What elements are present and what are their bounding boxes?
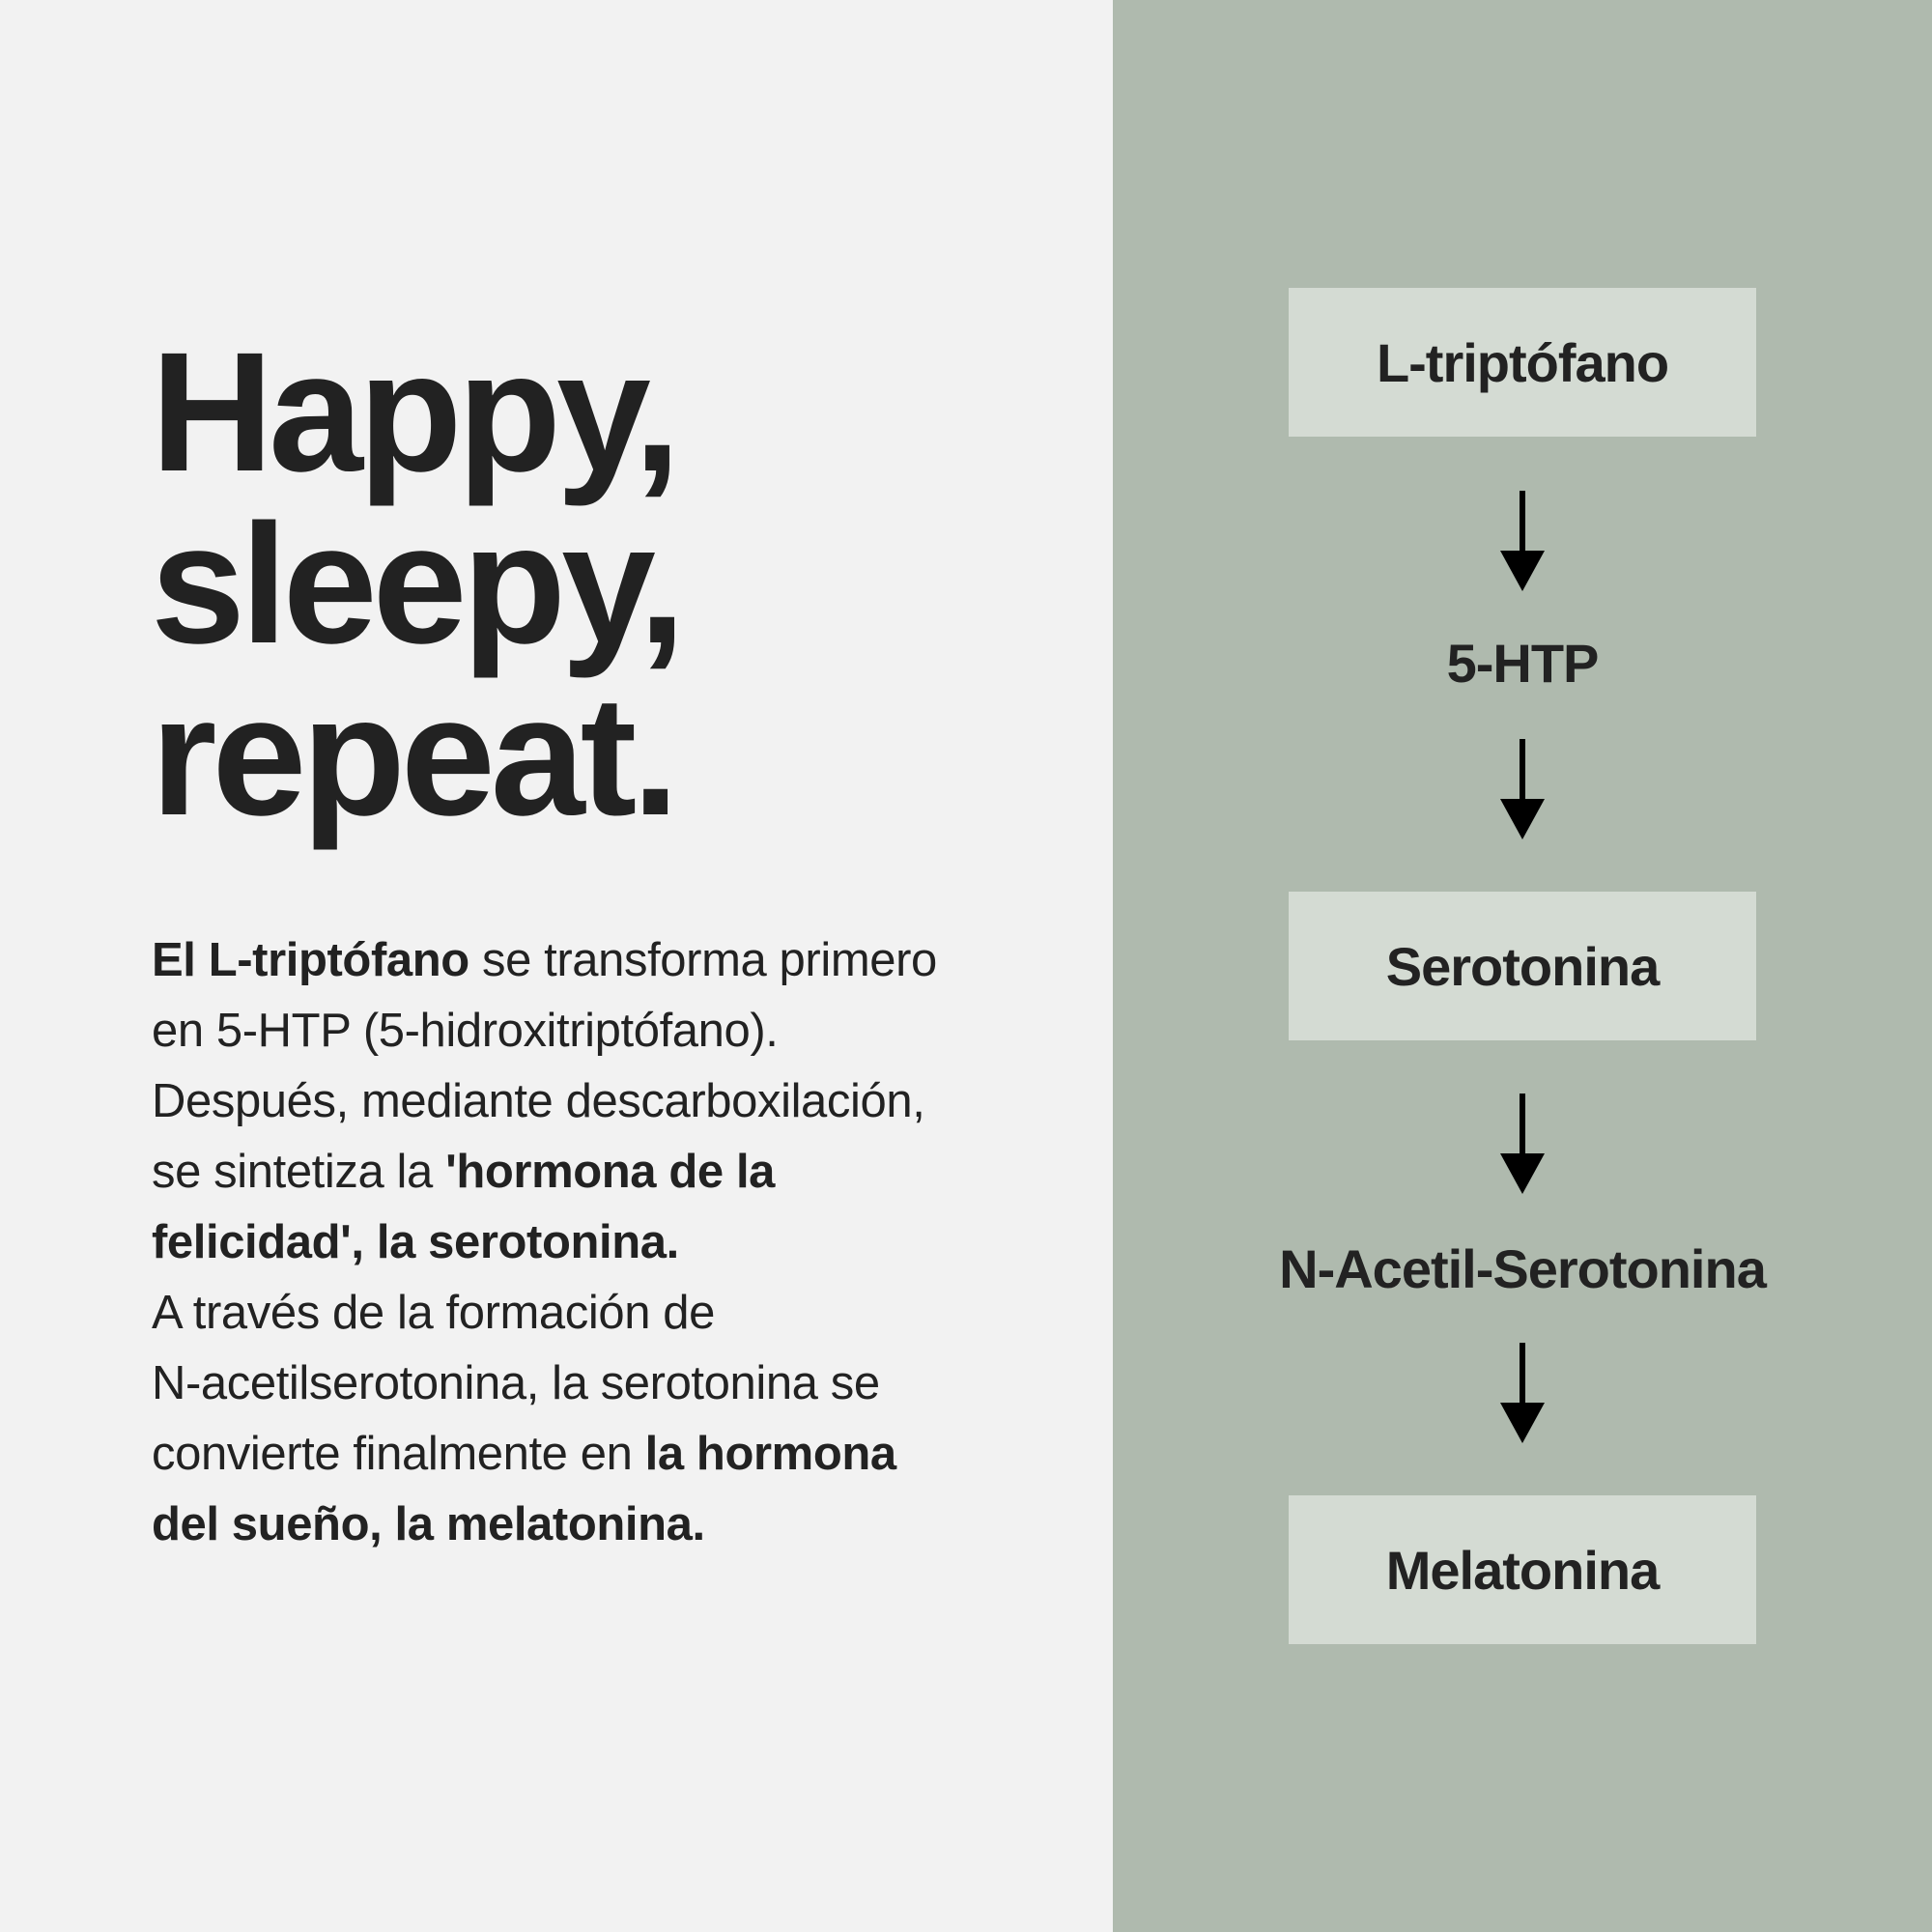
down-arrow-icon [1500, 1343, 1545, 1443]
down-arrow-icon [1500, 491, 1545, 591]
description-line-8 [152, 1419, 1079, 1490]
down-arrow-icon [1500, 739, 1545, 839]
headline [151, 318, 1020, 851]
down-arrow-icon [1500, 1094, 1545, 1194]
pathway-label: L-triptófano [1376, 331, 1669, 393]
pathway-label: Serotonina [1385, 935, 1660, 997]
pathway-box-l-tryptophan [1289, 288, 1756, 437]
description-line-9 [152, 1490, 1079, 1560]
pathway-label: Melatonina [1385, 1539, 1660, 1601]
pathway-step-n-acetyl-serotonin [1113, 1230, 1932, 1307]
pathway-box-serotonin [1289, 892, 1756, 1040]
headline-line-3: repeat. [151, 662, 675, 851]
description-line-4 [152, 1137, 1079, 1208]
text-phrase: se transforma primero [469, 934, 937, 986]
headline-line-2: sleepy, [151, 490, 681, 679]
description-paragraph [152, 925, 1079, 1560]
pathway-box-melatonin [1289, 1495, 1756, 1644]
description-line-7: N-acetilserotonina, la serotonina se [152, 1357, 880, 1409]
description-line-1 [152, 925, 1079, 996]
text-phrase: se sintetiza la [152, 1146, 446, 1198]
description-line-5 [152, 1208, 1079, 1278]
description-line-2: en 5-HTP (5-hidroxitriptófano). [152, 1005, 779, 1057]
headline-line-1: Happy, [151, 318, 676, 507]
bold-phrase: El L-triptófano [152, 934, 469, 986]
bold-phrase: felicidad', la serotonina. [152, 1216, 679, 1268]
pathway-step-5-htp [1113, 624, 1932, 701]
bold-phrase: 'hormona de la [445, 1146, 776, 1198]
bold-phrase: la hormona [644, 1428, 896, 1480]
pathway-label: 5-HTP [1446, 632, 1599, 694]
description-line-6: A través de la formación de [152, 1287, 715, 1339]
text-phrase: convierte finalmente en [152, 1428, 645, 1480]
bold-phrase: del sueño, la melatonina. [152, 1498, 705, 1550]
description-line-3: Después, mediante descarboxilación, [152, 1075, 925, 1127]
pathway-label: N-Acetil-Serotonina [1279, 1237, 1766, 1299]
